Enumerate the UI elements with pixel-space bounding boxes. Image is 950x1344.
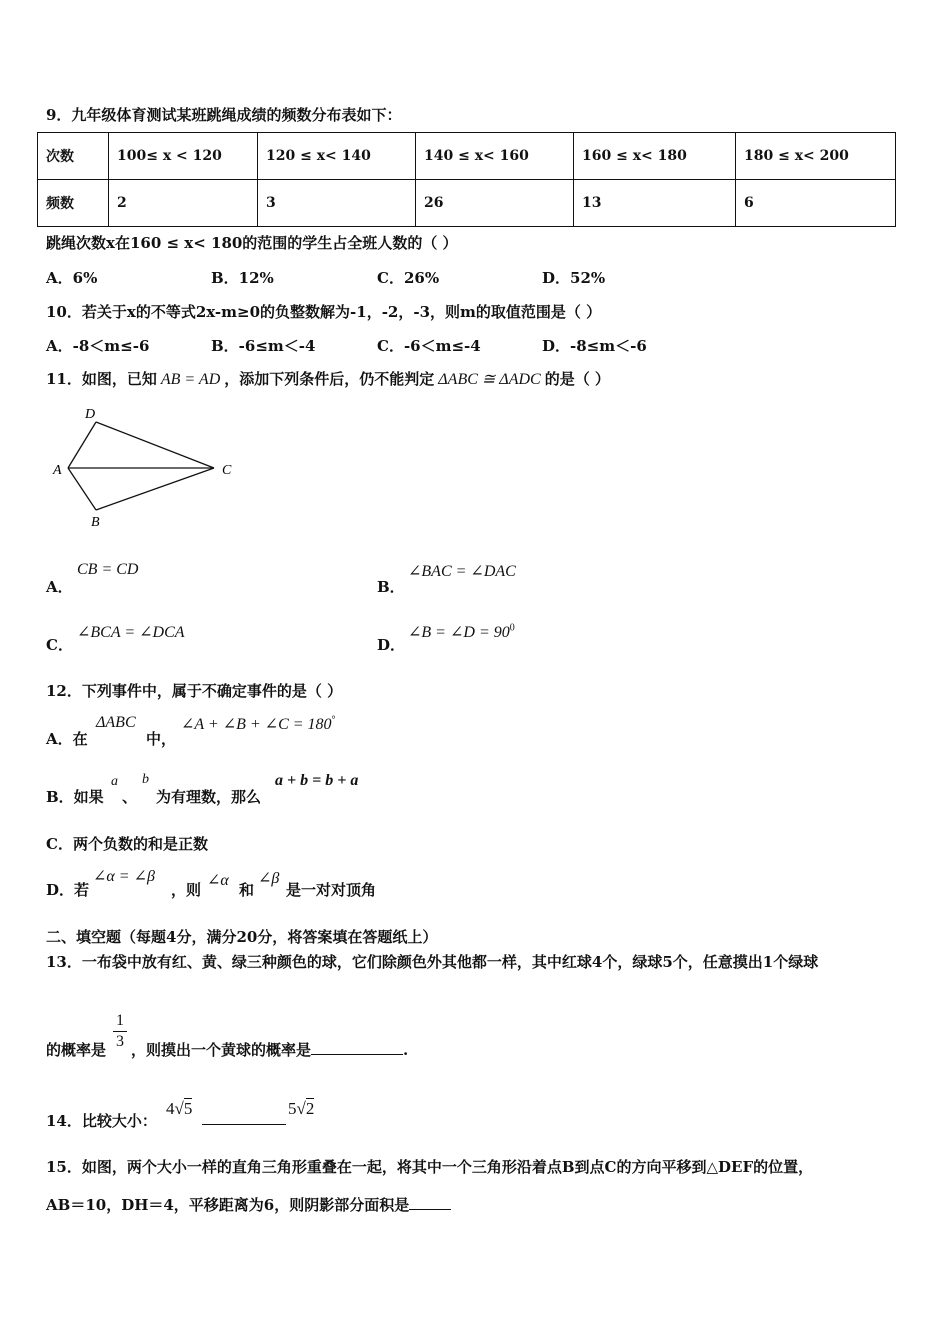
q9-option-d[interactable]: D．52% <box>542 269 606 287</box>
q12-b-var-b: b <box>142 772 149 787</box>
q14-left-coef: 4 <box>166 1099 175 1118</box>
frequency-table <box>37 132 896 227</box>
q9-option-b[interactable]: B．12% <box>211 269 274 287</box>
q11-option-c-math: ∠BCA = ∠DCA <box>77 624 185 641</box>
q12-option-d[interactable]: D．若 <box>46 881 90 899</box>
q11-option-d-sup: 0 <box>509 622 515 634</box>
q12-d-math3: ∠β <box>258 870 280 887</box>
q14-left-expr <box>166 1099 192 1119</box>
segment-ad <box>68 422 96 468</box>
q15-line1: 15．如图，两个大小一样的直角三角形重叠在一起，将其中一个三角形沿着点B到点C的方向平移到△DEF的位置， <box>46 1158 814 1176</box>
table-cell: 2 <box>109 180 258 227</box>
table-cell: 180 ≤ x< 200 <box>736 133 896 180</box>
q12-a-math1: ΔABC <box>96 714 136 731</box>
segment-ab <box>68 468 96 510</box>
table-cell: 160 ≤ x< 180 <box>574 133 736 180</box>
q12-a-math2-wrap <box>181 714 336 734</box>
q9-option-c[interactable]: C．26% <box>377 269 440 287</box>
table-cell: 26 <box>416 180 574 227</box>
q15-answer-blank[interactable] <box>409 1195 451 1210</box>
q14-right-expr <box>288 1099 314 1119</box>
q14-answer-blank[interactable] <box>202 1110 286 1125</box>
q9-stem: 9．九年级体育测试某班跳绳成绩的频数分布表如下： <box>46 106 402 124</box>
q11-stem-c: 的是（ ） <box>544 370 610 388</box>
q12-a-math2: ∠A + ∠B + ∠C = 180 <box>181 716 332 733</box>
q13-post: ，则摸出一个黄球的概率是 <box>131 1041 312 1059</box>
q10-option-c[interactable]: C．-6＜m≤-4 <box>377 337 481 355</box>
q12-b-sep: 、 <box>122 788 138 806</box>
q12-option-c[interactable]: C．两个负数的和是正数 <box>46 835 208 853</box>
label-c: C <box>222 463 232 478</box>
table-cell: 140 ≤ x< 160 <box>416 133 574 180</box>
q11-figure <box>48 402 243 532</box>
q14-right-rad: 2 <box>305 1099 315 1118</box>
q10-option-b[interactable]: B．-6≤m＜-4 <box>211 337 316 355</box>
q13-fraction <box>113 1012 127 1051</box>
q11-math-congruent: ΔABC ≅ ΔADC <box>438 371 541 388</box>
q12-d-end: 是一对对顶角 <box>286 881 377 899</box>
table-row-frequency <box>38 180 896 227</box>
q15-line2-wrap <box>46 1194 451 1215</box>
label-d: D <box>85 407 96 422</box>
q13-answer-blank[interactable] <box>311 1040 403 1055</box>
segment-dc <box>96 422 214 468</box>
q11-option-b[interactable]: B． <box>377 578 405 596</box>
q13-frac-bar <box>113 1031 127 1032</box>
sqrt-icon: √ <box>174 1099 184 1118</box>
q10-option-a[interactable]: A．-8＜m≤-6 <box>46 337 150 355</box>
q11-option-d[interactable]: D． <box>377 636 406 654</box>
q15-line2: AB＝10，DH＝4，平移距离为6，则阴影部分面积是 <box>46 1196 410 1214</box>
q12-b-math: a + b = b + a <box>275 772 359 789</box>
q10-stem: 10．若关于x的不等式2x-m≥0的负整数解为-1，-2，-3，则m的取值范围是（ ） <box>46 303 602 321</box>
table-cell: 100≤ x < 120 <box>109 133 258 180</box>
table-cell: 6 <box>736 180 896 227</box>
q12-b-mid: 为有理数，那么 <box>156 788 262 806</box>
q12-d-math2: ∠α <box>207 872 229 889</box>
q11-option-b-math: ∠BAC = ∠DAC <box>408 563 516 580</box>
q9-question: 跳绳次数x在160 ≤ x< 180的范围的学生占全班人数的（ ） <box>46 234 458 252</box>
q12-d-math1: ∠α = ∠β <box>93 868 155 885</box>
label-a: A <box>53 463 62 478</box>
q11-stem <box>46 368 610 389</box>
q12-b-var-a: a <box>111 774 118 789</box>
q12-stem: 12．下列事件中，属于不确定事件的是（ ） <box>46 682 343 700</box>
q13-pre: 的概率是 <box>46 1041 107 1059</box>
q12-a-sup: ° <box>331 714 336 726</box>
table-row-header <box>38 133 896 180</box>
table-cell: 次数 <box>38 133 109 180</box>
q14-pre: 14．比较大小： <box>46 1112 157 1130</box>
q14-right-coef: 5 <box>288 1099 297 1118</box>
q11-option-d-math-wrap <box>408 622 515 642</box>
q14-left-rad: 5 <box>183 1099 193 1118</box>
q9-option-a[interactable]: A．6% <box>46 269 98 287</box>
label-b: B <box>91 515 100 530</box>
q10-option-d[interactable]: D．-8≤m＜-6 <box>542 337 647 355</box>
q11-option-c[interactable]: C． <box>46 636 73 654</box>
q11-option-a[interactable]: A． <box>46 578 73 596</box>
q11-stem-b: ，添加下列条件后，仍不能判定 <box>224 370 435 388</box>
table-cell: 3 <box>258 180 416 227</box>
q13-frac-den: 3 <box>116 1033 124 1050</box>
section-title: 二、填空题（每题4分，满分20分，将答案填在答题纸上） <box>46 928 438 946</box>
q12-a-mid: 中， <box>146 730 177 748</box>
table-cell: 120 ≤ x< 140 <box>258 133 416 180</box>
q11-stem-a: 11．如图，已知 <box>46 370 157 388</box>
q13-post-wrap <box>131 1039 408 1060</box>
q12-option-b[interactable]: B．如果 <box>46 788 104 806</box>
q11-option-d-math: ∠B = ∠D = 90 <box>408 624 510 641</box>
segment-bc <box>96 468 214 510</box>
q12-d-mid: ，则 <box>171 881 202 899</box>
sqrt-icon: √ <box>296 1099 306 1118</box>
q12-d-and: 和 <box>239 881 255 899</box>
q13-end: . <box>403 1041 409 1059</box>
table-cell: 频数 <box>38 180 109 227</box>
table-cell: 13 <box>574 180 736 227</box>
q13-frac-num: 1 <box>116 1012 124 1029</box>
q13-line1: 13．一布袋中放有红、黄、绿三种颜色的球，它们除颜色外其他都一样，其中红球4个，绿球5个，任意摸出1个绿球 <box>46 953 819 971</box>
q12-option-a[interactable]: A．在 <box>46 730 88 748</box>
q11-math-ab-ad: AB = AD <box>160 371 221 388</box>
q11-option-a-math: CB = CD <box>77 561 139 578</box>
